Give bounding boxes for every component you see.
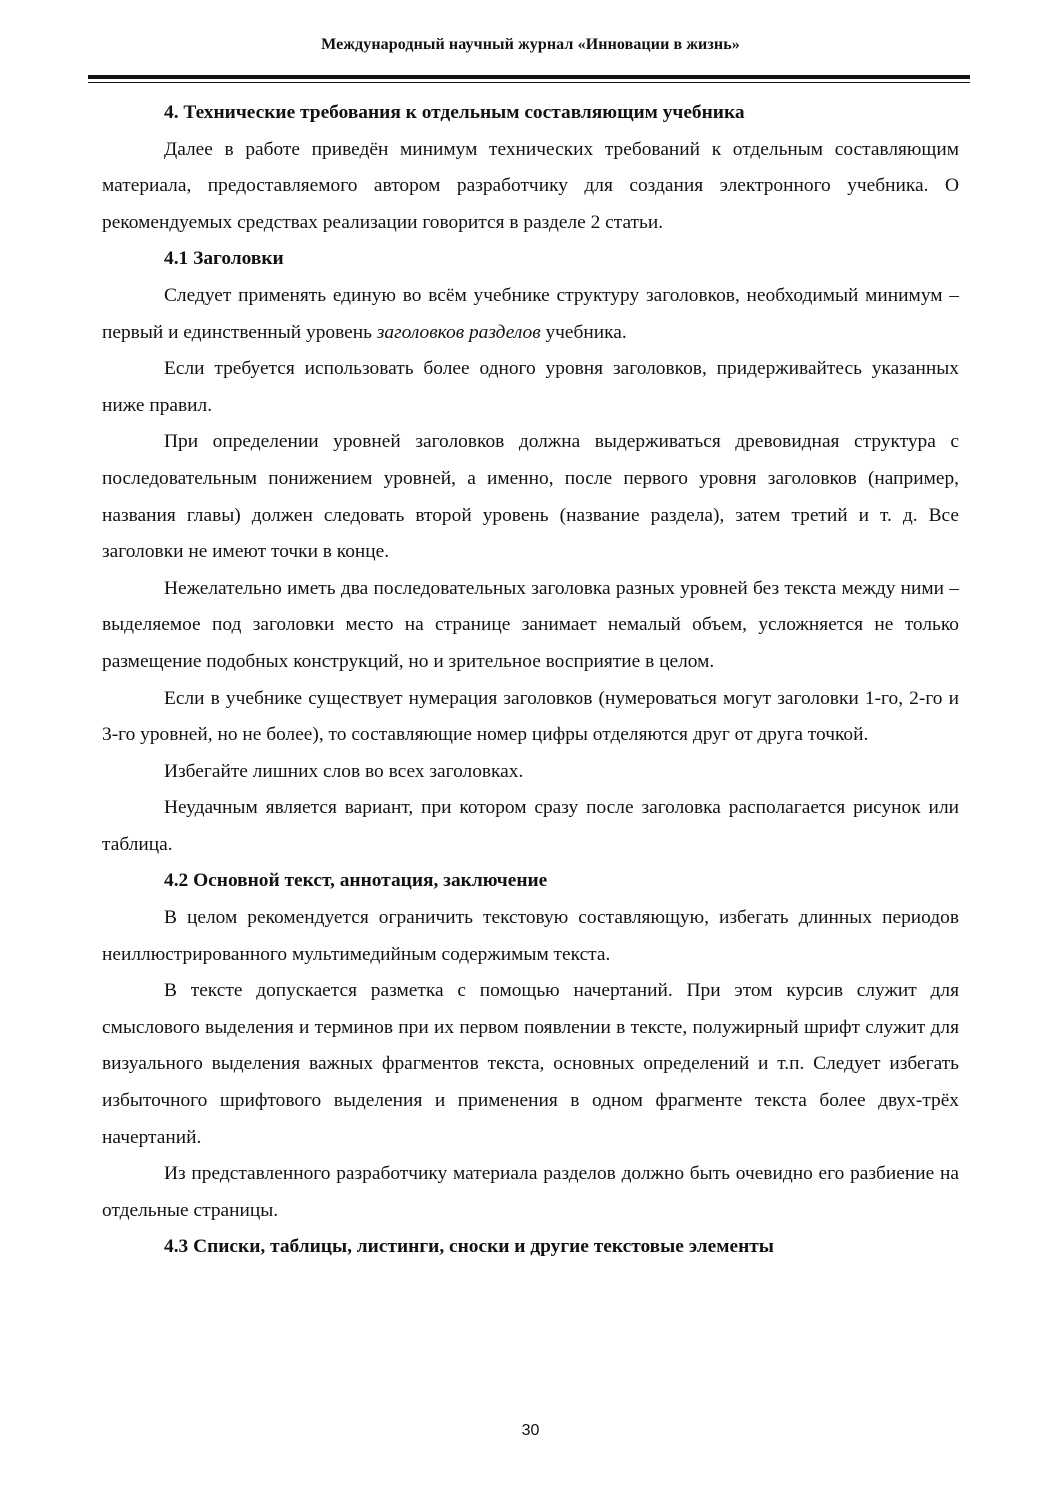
section-4-1-paragraph-3: При определении уровней заголовков должна выдерживаться древовидная структура с последовательным понижением уровней, а именно, после первого уровня заголовков (например, названия главы) должен следовать второй уровень (название раздела), затем третий и т. д. Все заголовки не имеют точки в конце. [102,431,959,563]
paragraph-text: учебника. [540,321,627,343]
section-4-2-paragraph-2: В тексте допускается разметка с помощью начертаний. При этом курсив служит для смыслового выделения и терминов при их первом появлении в тексте, полужирный шрифт служит для визуального выделения важных фрагментов текста, основных определений и т.п. Следует избегать избыточного шрифтового выделения и применения в одном фрагменте текста более двух-трёх начертаний. [102,980,959,1148]
section-4-heading: 4. Технические требования к отдельным составляющим учебника [164,102,745,123]
section-4-1-paragraph-5: Если в учебнике существует нумерация заголовков (нумероваться могут заголовки 1-го, 2-го и 3-го уровней, но не более), то составляющие номер цифры отделяются друг от друга точкой. [102,687,959,746]
paragraph-text: Следует применять единую во всём учебнике структуру заголовков, необходимый минимум – первый и единственный уровень [102,284,959,343]
section-4-1-paragraph-2: Если требуется использовать более одного уровня заголовков, придерживайтесь указанных ниже правил. [102,358,959,416]
italic-term: заголовков разделов [376,321,541,343]
journal-header: Международный научный журнал «Инновации в жизнь» [321,36,740,53]
section-4-1-paragraph-4: Нежелательно иметь два последовательных заголовка разных уровней без текста между ними – выделяемое под заголовки место на странице занимает немалый объем, усложняется не только размещение подобных конструкций, но и зрительное восприятие в целом. [102,577,959,672]
section-4-1-paragraph-1 [102,278,959,351]
page-number: 30 [521,1422,540,1439]
header-rule-thin [88,82,970,83]
section-4-1-paragraph-6: Избегайте лишних слов во всех заголовках. [164,760,524,782]
section-4-3-heading: 4.3 Списки, таблицы, листинги, сноски и другие текстовые элементы [164,1236,774,1258]
section-4-intro-paragraph: Далее в работе приведён минимум технических требований к отдельным составляющим материала, предоставляемого автором разработчику для создания электронного учебника. О рекомендуемых средствах реализации говорится в разделе 2 статьи. [102,138,959,233]
section-4-2-paragraph-3: Из представленного разработчику материала разделов должно быть очевидно его разбиение на отдельные страницы. [102,1163,959,1221]
header-rule-thick [88,75,970,79]
section-4-2-paragraph-1: В целом рекомендуется ограничить текстовую составляющую, избегать длинных периодов неиллюстрированного мультимедийным содержимым текста. [102,907,959,965]
section-4-1-paragraph-7: Неудачным является вариант, при котором сразу после заголовка располагается рисунок или таблица. [102,797,959,855]
section-4-2-heading: 4.2 Основной текст, аннотация, заключение [164,870,548,892]
article-body [102,95,959,1266]
section-4-1-heading: 4.1 Заголовки [164,248,284,270]
